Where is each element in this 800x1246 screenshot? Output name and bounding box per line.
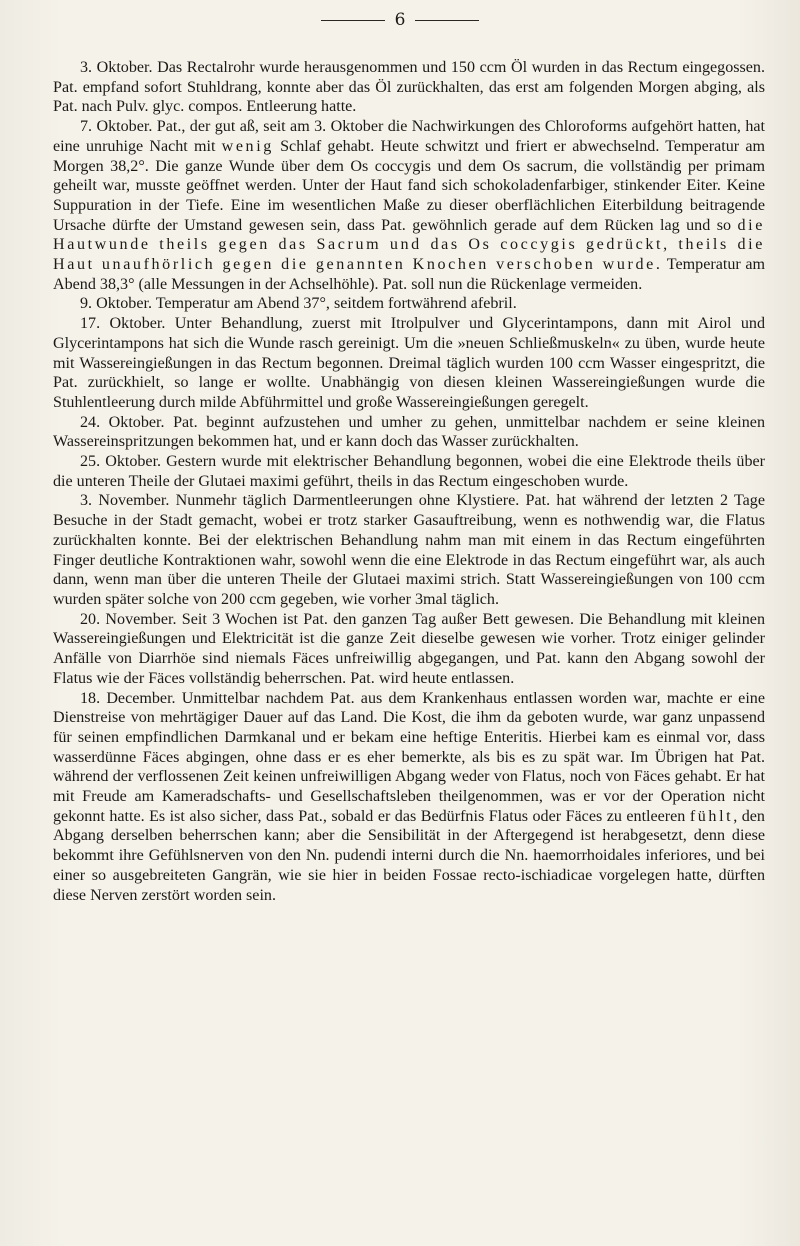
header-rule-right [415,20,479,21]
page-number: 6 [394,10,406,30]
paragraph-nov-3: 3. November. Nunmehr täglich Darmentleerungen ohne Klystiere. Pat. hat während der letzten 2 Tage Besuche in der Stadt gemacht, wobei er trotz starker Gasauftreibung, wenn es nothwendig war, die Flatus zurückhalten konnte. Bei der elektrischen Behandlung nahm man mit einem in das Rectum eingeführten Finger deutliche Kontraktionen wahr, sowohl wenn die eine Elektrode in das Rectum eingeführt war, als auch dann, wenn man über die unteren Theile der Glutaei maximi strich. Statt Wassereingießungen von 100 ccm wurden später solche von 200 ccm gegeben, wie vorher 3mal täglich. [53,492,765,608]
paragraph-oct-9: 9. Oktober. Temperatur am Abend 37°, seitdem fortwährend afebril. [80,295,517,313]
paragraph-text: , den Abgang derselben beherrschen kann; aber die Sensibilität in der Aftergegend ist herabgesetzt, denn diese bekommt ihre Gefühlsnerven von den Nn. pudendi interni durch die Nn. haemorrhoidales inferiores, und bei einer so ausgebreiteten Gangrän, wie sie hier in beiden Fossae recto-ischiadicae vorgelegen hatte, dürften diese Nerven zerstört worden sein. [53,807,765,904]
paragraph-oct-7 [53,117,765,294]
paragraph-text: 18. December. Unmittelbar nachdem Pat. aus dem Krankenhaus entlassen worden war, machte er eine Dienstreise von mehrtägiger Dauer auf das Land. Die Kost, die ihm da geboten wurde, war ganz unpassend für seinen empfindlichen Darmkanal und er bekam eine heftige Enteritis. Hierbei kam es einmal vor, dass wasserdünne Fäces abgingen, ohne dass er es eher bemerkte, als bis es zu spät war. Im Übrigen hat Pat. während der verflossenen Zeit keinen unfreiwilligen Abgang weder von Flatus, noch von Fäces gehabt. Er hat mit Freude am Kameradschafts- und Gesellschaftsleben theilgenommen, was er vor der Operation nicht gekonnt hatte. Es ist also sicher, dass Pat., sobald er das Bedürfnis Flatus oder Fäces zu entleeren [53,689,765,825]
paragraph-nov-20: 20. November. Seit 3 Wochen ist Pat. den ganzen Tag außer Bett gewesen. Die Behandlung mit kleinen Wassereingießungen und Elektricität ist die ganze Zeit dieselbe gewesen wie vorher. Trotz einiger gelinder Anfälle von Diarrhöe sind niemals Fäces unfreiwillig abgegangen, und Pat. kann den Abgang sowohl der Flatus wie der Fäces vollständig beherrschen. Pat. wird heute entlassen. [53,610,765,687]
emphasized-text: fühlt [689,807,734,825]
paragraph-oct-24: 24. Oktober. Pat. beginnt aufzustehen und umher zu gehen, unmittelbar nachdem er seine kleinen Wassereinspritzungen bekommen hat, und er kann doch das Wasser zurückhalten. [53,413,765,451]
paragraph-oct-3: 3. Oktober. Das Rectalrohr wurde herausgenommen und 150 ccm Öl wurden in das Rectum eingegossen. Pat. empfand sofort Stuhldrang, konnte aber das Öl zurückhalten, das erst am folgenden Morgen abging, als Pat. nach Pulv. glyc. compos. Entleerung hatte. [53,59,765,116]
paragraph-oct-25: 25. Oktober. Gestern wurde mit elektrischer Behandlung begonnen, wobei die eine Elektrode theils über die unteren Theile der Glutaei maximi geführt, theils in das Rectum eingeschoben wurde. [53,453,765,490]
paragraph-text: Temperatur am Abend 38,3° (alle Messungen in der Achselhöhle). Pat. soll nun die Rückenlage vermeiden. [53,256,766,293]
emphasized-text: wenig [221,137,274,155]
paragraph-text: Schlaf gehabt. Heute schwitzt und friert er abwechselnd. Temperatur am Morgen 38,2°. Die ganze Wunde über dem Os coccygis und dem Os sacrum, die vollständig per primam geheilt war, musste geöffnet werden. Unter der Haut fand sich schokoladenfarbiger, stinkender Eiter. Keine Suppuration in der Tiefe. Eine im wesentlichen Maße zu dieser oberflächlichen Eiterbildung beitragende Ursache dürfte der Umstand gewesen sein, dass Pat. gewöhnlich gerade auf dem Rücken lag und so [53,137,765,234]
paragraph-text: 7. Oktober. Pat., der gut aß, seit am 3. Oktober die Nachwirkungen des Chloroforms aufgehört hatten, hat eine unruhige Nacht mit [53,118,765,155]
page-header [0,10,800,30]
emphasized-text: die Hautwunde theils gegen das Sacrum und das Os coccygis gedrückt, theils die Haut unaufhörlich gegen die genannten Knochen verschoben wurde. [53,216,765,274]
paragraph-dec-18 [53,689,765,906]
body-text [53,58,765,905]
paragraph-oct-17: 17. Oktober. Unter Behandlung, zuerst mit Itrolpulver und Glycerintampons, dann mit Airol und Glycerintampons hat sich die Wunde rasch gereinigt. Um die »neuen Schließmuskeln« zu üben, wurde heute mit Wassereingießungen in das Rectum begonnen. Dreimal täglich wurden 100 ccm Wasser eingespritzt, die Pat. zurückhielt, so lange er wollte. Unabhängig von diesen kleinen Wassereingießungen wurde die Stuhlentleerung durch milde Abführmittel und große Wassereingießungen geregelt. [53,315,765,411]
header-rule-left [321,20,385,21]
